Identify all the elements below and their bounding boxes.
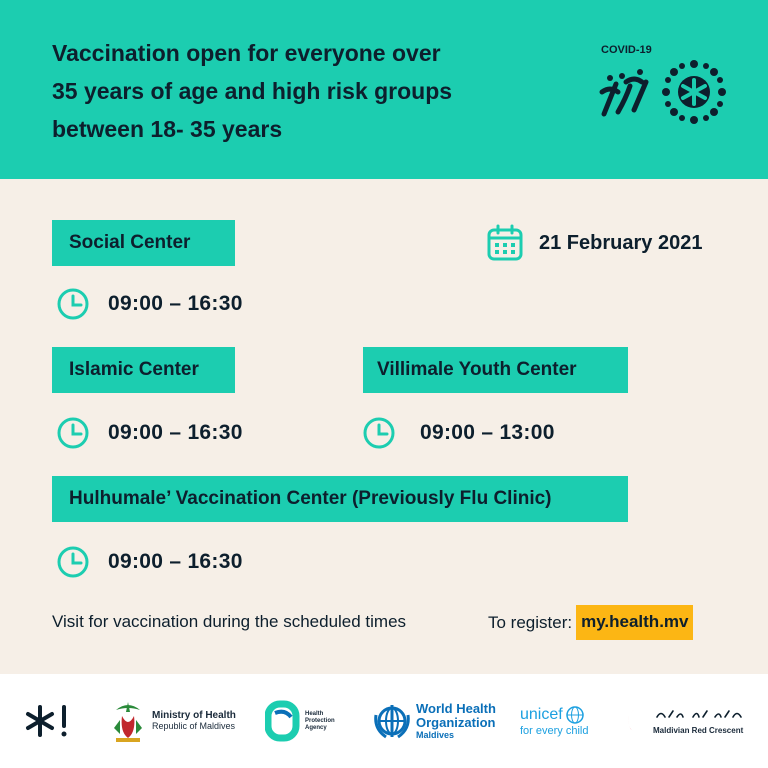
asterisk-exclaim-icon [24,704,70,738]
covid19-label: COVID-19 [601,44,652,56]
headline-line-3: between 18- 35 years [52,116,283,142]
schedule-note: Visit for vaccination during the scheduled times [52,612,407,631]
time-text: 09:00 – 16:30 [108,292,243,315]
who-country: Maldives [416,730,455,740]
partner-logos-bar [0,674,768,768]
health-protection-agency-logo [265,674,335,768]
ministry-of-health-logo [110,674,236,768]
time-row-hulhumale-vaccination-center [56,545,243,579]
moh-subtitle: Republic of Maldives [152,721,236,731]
time-row-islamic-center [56,416,243,450]
time-row-social-center [56,287,243,321]
maldivian-red-crescent-logo [623,674,745,768]
moh-title: Ministry of Health [152,710,236,721]
hpa-line-1: Health [305,710,324,717]
time-text: 09:00 – 16:30 [108,421,243,444]
headline-line-2: 35 years of age and high risk groups [52,78,453,104]
virus-asterisk-icon [662,60,726,124]
headline [52,34,542,148]
date-display [486,224,702,262]
clock-icon [362,416,396,450]
time-text: 09:00 – 16:30 [108,550,243,573]
clock-icon [56,416,90,450]
maldives-emblem-icon [110,698,146,744]
header-banner [0,0,768,179]
date-text: 21 February 2021 [539,231,703,254]
time-row-villimale-youth-center [362,416,555,450]
clock-icon [56,287,90,321]
register-link[interactable]: my.health.mv [576,605,693,640]
location-label-social-center: Social Center [52,220,235,266]
location-label-hulhumale-vaccination-center: Hulhumale’ Vaccination Center (Previously Flu Clinic) [52,476,628,522]
register-info [488,605,693,640]
calendar-icon [486,224,524,262]
who-emblem-icon [372,701,412,741]
dhivehi-text-icon [653,708,745,720]
unicef-tagline: for every child [520,725,589,737]
red-crescent-icon [623,704,649,738]
register-label: To register: [488,612,573,632]
who-title-line-2: Organization [416,715,496,730]
unicef-wordmark: unicef [520,706,563,723]
who-logo [372,674,496,768]
asterisk-brand-logo [24,674,70,768]
unicef-globe-icon [565,705,585,725]
clock-icon [56,545,90,579]
time-text: 09:00 – 13:00 [420,421,555,444]
location-label-islamic-center: Islamic Center [52,347,235,393]
location-label-villimale-youth-center: Villimale Youth Center [363,347,628,393]
hpa-ring-icon [265,699,301,743]
hpa-line-3: Agency [305,724,327,731]
mrc-title: Maldivian Red Crescent [653,725,744,735]
headline-line-1: Vaccination open for everyone over [52,40,441,66]
dhivehi-script-icon [596,64,656,122]
who-title-line-1: World Health [416,701,496,716]
unicef-logo [520,674,588,768]
covid19-logo [596,44,732,124]
hpa-line-2: Protection [305,717,335,724]
